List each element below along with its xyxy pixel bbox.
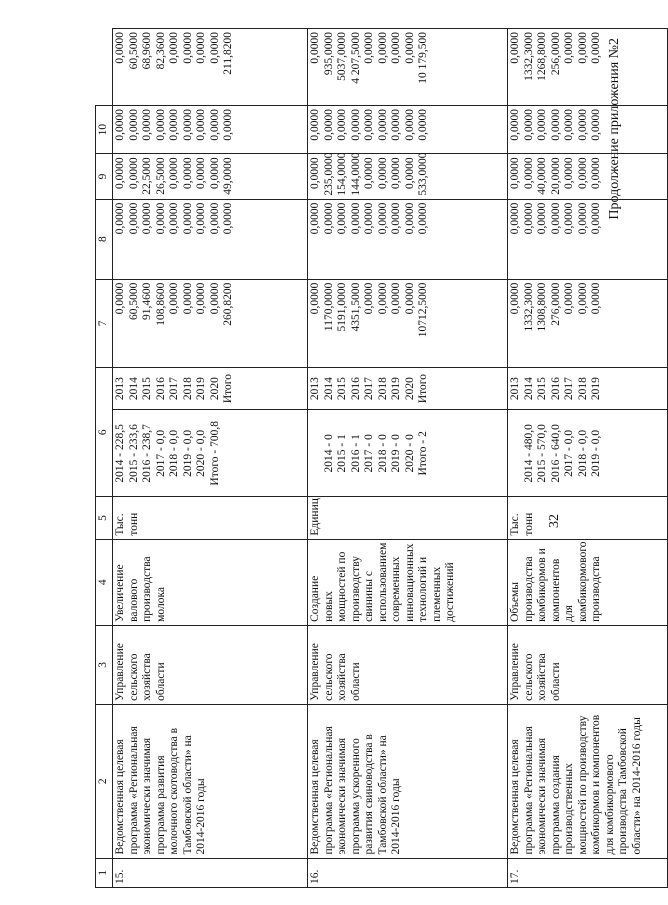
targets-value: 2019 - 0,0: [590, 429, 602, 477]
col6-values-value: 0,0000: [576, 282, 589, 315]
col10-values-value: 211,8200: [222, 32, 234, 75]
col8-values-value: 49,0000: [222, 157, 234, 195]
years-value: 2013: [114, 377, 126, 401]
col6-values-value: 60,5000: [127, 282, 140, 320]
col7-values-value: 0,0000: [127, 202, 140, 235]
targets-value: [309, 413, 323, 493]
col9-values-value: 0,0000: [509, 108, 521, 141]
col6-values-value: 0,0000: [309, 282, 321, 315]
col8-values-value: 0,0000: [590, 157, 602, 189]
years-value: Итого: [222, 374, 234, 404]
years: [508, 368, 668, 410]
col7-values-value: 0,0000: [563, 202, 575, 235]
table-body: [113, 29, 668, 888]
col8-values-value: 40,0000: [536, 157, 548, 195]
col7-values: [308, 199, 508, 279]
targets: [508, 410, 668, 497]
col7-values-value: 0,0000: [222, 202, 234, 235]
col7-values-value: 0,0000: [522, 202, 535, 235]
page-number: 32: [547, 514, 562, 528]
targets-value: 2018 - 0: [376, 434, 389, 473]
col6-values-value: 0,0000: [195, 282, 207, 315]
years-value: 2013: [509, 377, 521, 401]
col-header-3: 3: [96, 625, 113, 704]
col10-values-value: 82,3600: [154, 32, 167, 70]
executor: Управление сельского хозяйства области: [113, 625, 308, 704]
targets-value: 2014 - 228,5: [114, 424, 126, 483]
col6-values-value: 0,0000: [376, 282, 389, 315]
col9-values-value: 0,0000: [522, 108, 535, 141]
col10-values-value: 1332,3000: [522, 32, 535, 81]
targets-value: 2017 - 0: [363, 434, 375, 473]
col9-values-value: 0,0000: [309, 108, 321, 141]
years-value: 2016: [549, 377, 562, 401]
targets-value: 2018 - 0,0: [168, 429, 180, 477]
years-value: 2017: [363, 377, 375, 401]
col7-values-value: 0,0000: [322, 202, 335, 235]
col10-values-value: 5037,0000: [336, 32, 348, 81]
col-header-8: 8: [96, 199, 113, 279]
col9-values-value: 0,0000: [349, 108, 362, 141]
col9-values-value: 0,0000: [168, 108, 180, 141]
indicator: Создание новых мощностей по производству свинины с использованием современных инновационных технологий и племенных достижений: [308, 539, 508, 625]
col10-values-value: 0,0000: [590, 32, 602, 64]
years: [113, 368, 308, 410]
col10-values: [113, 29, 308, 106]
unit: Тыс. тонн: [113, 497, 308, 539]
col6-values-value: 276,0000: [549, 282, 562, 326]
targets-value: 2017 - 0,0: [154, 429, 167, 477]
col6-values: [113, 279, 308, 367]
unit: Тыс. тонн: [508, 497, 668, 539]
col6-values-value: 10712,5000: [417, 282, 429, 338]
years-value: 2018: [576, 377, 589, 401]
col8-values-value: 0,0000: [403, 157, 416, 189]
col10-values-value: 0,0000: [576, 32, 589, 64]
col8-values-value: 144,0000: [349, 152, 362, 196]
targets-value: Итого - 700,8: [208, 421, 221, 486]
col-header-10: 10: [96, 105, 113, 153]
targets-value: 2020 - 0: [403, 434, 416, 473]
col10-values-value: 10 179,500: [417, 32, 429, 84]
continuation-note: Продолжение приложения №2: [607, 38, 622, 220]
col7-values-value: 0,0000: [141, 202, 153, 235]
col-header-9: 9: [96, 154, 113, 199]
targets-value: 2014 - 0: [322, 434, 335, 473]
years-value: 2016: [349, 377, 362, 401]
col7-values-value: 0,0000: [195, 202, 207, 235]
col7-values-value: 0,0000: [114, 202, 126, 235]
col7-values-value: 0,0000: [576, 202, 589, 235]
col6-values-value: 260,8200: [222, 282, 234, 326]
col8-values-value: 0,0000: [509, 157, 521, 189]
program-name: Ведомственная целевая программа «Региональная экономически значимая программа развития молочного скотоводства в Тамбовской области» на 2014-2016 годы: [113, 704, 308, 858]
col6-values-value: 5191,0000: [336, 282, 348, 332]
col6-values-value: 0,0000: [181, 282, 194, 315]
years-value: 2019: [590, 377, 602, 401]
col6-values-value: 0,0000: [509, 282, 521, 315]
col10-values-value: 256,0000: [549, 32, 562, 76]
col10-values-value: 0,0000: [195, 32, 207, 64]
col10-values-value: 0,0000: [363, 32, 375, 64]
col8-values-value: 0,0000: [168, 157, 180, 189]
targets-value: 2015 - 1: [336, 434, 348, 473]
col6-values-value: 4351,5000: [349, 282, 362, 332]
col8-values-value: 0,0000: [376, 157, 389, 189]
row-number: 17.: [508, 858, 668, 887]
targets-value: 2017 - 0,0: [563, 429, 575, 477]
col9-values-value: 0,0000: [376, 108, 389, 141]
col9-values-value: 0,0000: [208, 108, 221, 141]
indicator: Объемы производства комбикормов и компонентов для комбикормового производства: [508, 539, 668, 625]
col6-values-value: 108,8600: [154, 282, 167, 326]
col7-values-value: 0,0000: [349, 202, 362, 235]
table-row: [508, 29, 668, 888]
col8-values-value: 0,0000: [363, 157, 375, 189]
col10-values-value: 0,0000: [309, 32, 321, 64]
col10-values-value: 0,0000: [403, 32, 416, 64]
col9-values: [113, 105, 308, 153]
program-name: Ведомственная целевая программа «Региональная экономически значимая программа создания производственных мощностей по производству комбикормов и компонентов для комбикормового производства Тамбовской области» на 2014-2016 годы: [508, 704, 668, 858]
col10-values-value: 4 207,5000: [349, 32, 362, 84]
col7-values-value: 0,0000: [168, 202, 180, 235]
col9-values-value: 0,0000: [549, 108, 562, 141]
col10-values-value: 1268,8000: [536, 32, 548, 81]
targets-value: 2019 - 0: [390, 434, 402, 473]
col7-values: [113, 199, 308, 279]
col6-values-value: 0,0000: [563, 282, 575, 315]
col8-values-value: 0,0000: [195, 157, 207, 189]
col10-values-value: 0,0000: [509, 32, 521, 64]
years-value: 2014: [127, 377, 140, 401]
col8-values-value: 0,0000: [127, 157, 140, 189]
col9-values-value: 0,0000: [195, 108, 207, 141]
col10-values-value: 0,0000: [563, 32, 575, 64]
col7-values-value: 0,0000: [154, 202, 167, 235]
col10-values-value: 0,0000: [114, 32, 126, 64]
targets-value: 2015 - 570,0: [536, 424, 548, 483]
targets-value: 2020 - 0,0: [195, 429, 207, 477]
appendix-table: [95, 28, 668, 888]
col9-values-value: 0,0000: [141, 108, 153, 141]
col6-values-value: 0,0000: [114, 282, 126, 315]
col6-values-value: 1308,8000: [536, 282, 548, 332]
row-number: 15.: [113, 858, 308, 887]
col9-values-value: 0,0000: [154, 108, 167, 141]
years-value: 2019: [390, 377, 402, 401]
years-value: Итого: [417, 374, 429, 404]
col7-values-value: 0,0000: [181, 202, 194, 235]
col8-values-value: 0,0000: [390, 157, 402, 189]
years-value: 2017: [168, 377, 180, 401]
col9-values-value: 0,0000: [322, 108, 335, 141]
col6-values-value: 0,0000: [363, 282, 375, 315]
col6-values-value: 0,0000: [403, 282, 416, 315]
col6-values-value: 1170,0000: [322, 282, 335, 332]
col7-values-value: 0,0000: [390, 202, 402, 235]
col10-values: [508, 29, 668, 106]
col7-values-value: 0,0000: [376, 202, 389, 235]
years-value: 2020: [403, 377, 416, 401]
row-number: 16.: [308, 858, 508, 887]
rotated-content: [95, 28, 643, 888]
col6-values-value: 91,4600: [141, 282, 153, 320]
indicator: Увеличение валового производства молока: [113, 539, 308, 625]
col8-values-value: 0,0000: [309, 157, 321, 189]
col10-values-value: 60,5000: [127, 32, 140, 70]
col6-values: [508, 279, 668, 367]
col10-values-value: 0,0000: [390, 32, 402, 64]
col10-values-value: 935,0000: [322, 32, 335, 76]
table-row: [308, 29, 508, 888]
targets-value: Итого - 2: [417, 431, 429, 476]
col7-values-value: 0,0000: [509, 202, 521, 235]
targets: [308, 410, 508, 497]
col-header-7: 7: [96, 279, 113, 367]
col7-values-value: 0,0000: [309, 202, 321, 235]
col7-values-value: 0,0000: [363, 202, 375, 235]
unit: Единиц: [308, 497, 508, 539]
col7-values-value: 0,0000: [403, 202, 416, 235]
col6-values-value: 0,0000: [590, 282, 602, 315]
col9-values-value: 0,0000: [363, 108, 375, 141]
years-value: 2015: [336, 377, 348, 401]
col8-values-value: 235,0000: [322, 152, 335, 196]
col-header-4: 4: [96, 539, 113, 625]
col8-values-value: 533,0000: [417, 152, 429, 196]
col10-values-value: 0,0000: [376, 32, 389, 64]
col8-values-value: 0,0000: [181, 157, 194, 189]
col9-values-value: 0,0000: [390, 108, 402, 141]
col6-values-value: 0,0000: [390, 282, 402, 315]
col9-values-value: 0,0000: [536, 108, 548, 141]
col8-values-value: 0,0000: [208, 157, 221, 189]
col8-values: [113, 154, 308, 199]
targets-value: [509, 413, 523, 493]
years-value: 2019: [195, 377, 207, 401]
col9-values-value: 0,0000: [403, 108, 416, 141]
col9-values-value: 0,0000: [114, 108, 126, 141]
years-value: 2015: [536, 377, 548, 401]
program-name: Ведомственная целевая программа «Региональная экономически значимая программа ускоренного развития свиноводства в Тамбовской области» на 2014-2016 годы: [308, 704, 508, 858]
col7-values-value: 0,0000: [536, 202, 548, 235]
col9-values-value: 0,0000: [563, 108, 575, 141]
col-header-6: 6: [96, 368, 113, 497]
col9-values-value: 0,0000: [336, 108, 348, 141]
col8-values-value: 26,5000: [154, 157, 167, 195]
col10-values-value: 68,9600: [141, 32, 153, 70]
col-header-1: 1: [96, 858, 113, 887]
col-header-2: 2: [96, 704, 113, 858]
col8-values-value: 22,5000: [141, 157, 153, 195]
col8-values-value: 0,0000: [576, 157, 589, 189]
targets-value: 2018 - 0,0: [576, 429, 589, 477]
executor: Управление сельского хозяйства области: [308, 625, 508, 704]
col7-values: [508, 199, 668, 279]
col9-values-value: 0,0000: [127, 108, 140, 141]
targets-value: 2015 - 233,6: [127, 424, 140, 483]
col7-values-value: 0,0000: [208, 202, 221, 235]
col8-values-value: 0,0000: [114, 157, 126, 189]
targets: [113, 410, 308, 497]
col10-values-value: 0,0000: [168, 32, 180, 64]
col10-values: [308, 29, 508, 106]
col9-values: [508, 105, 668, 153]
col10-values-value: 0,0000: [208, 32, 221, 64]
col9-values-value: 0,0000: [417, 108, 429, 141]
years-value: 2017: [563, 377, 575, 401]
col9-values-value: 0,0000: [576, 108, 589, 141]
years-value: 2014: [322, 377, 335, 401]
years-value: 2016: [154, 377, 167, 401]
col-header-5: 5: [96, 497, 113, 539]
col9-values-value: 0,0000: [222, 108, 234, 141]
col6-values-value: 0,0000: [208, 282, 221, 315]
col6-values-value: 0,0000: [168, 282, 180, 315]
col8-values-value: 20,0000: [549, 157, 562, 195]
years-value: 2018: [376, 377, 389, 401]
years-value: 2020: [208, 377, 221, 401]
col10-values-value: 0,0000: [181, 32, 194, 64]
col8-values: [308, 154, 508, 199]
col8-values: [508, 154, 668, 199]
col8-values-value: 0,0000: [522, 157, 535, 189]
col6-values: [308, 279, 508, 367]
col9-values: [308, 105, 508, 153]
header-row: [96, 29, 113, 888]
col9-values-value: 0,0000: [181, 108, 194, 141]
targets-value: 2016 - 1: [349, 434, 362, 473]
executor: Управление сельского хозяйства области: [508, 625, 668, 704]
col7-values-value: 0,0000: [590, 202, 602, 235]
targets-value: 2014 - 480,0: [522, 424, 535, 483]
years-value: 2014: [522, 377, 535, 401]
targets-value: 2016 - 238,7: [141, 424, 153, 483]
col9-values-value: 0,0000: [590, 108, 602, 141]
col7-values-value: 0,0000: [549, 202, 562, 235]
targets-value: 2016 - 640,0: [549, 424, 562, 483]
years-value: 2015: [141, 377, 153, 401]
col6-values-value: 1332,3000: [522, 282, 535, 332]
col8-values-value: 154,0000: [336, 152, 348, 196]
years-value: 2018: [181, 377, 194, 401]
targets-value: 2019 - 0,0: [181, 429, 194, 477]
col8-values-value: 0,0000: [563, 157, 575, 189]
years: [308, 368, 508, 410]
col7-values-value: 0,0000: [336, 202, 348, 235]
table-row: [113, 29, 308, 888]
years-value: 2013: [309, 377, 321, 401]
col7-values-value: 0,0000: [417, 202, 429, 235]
